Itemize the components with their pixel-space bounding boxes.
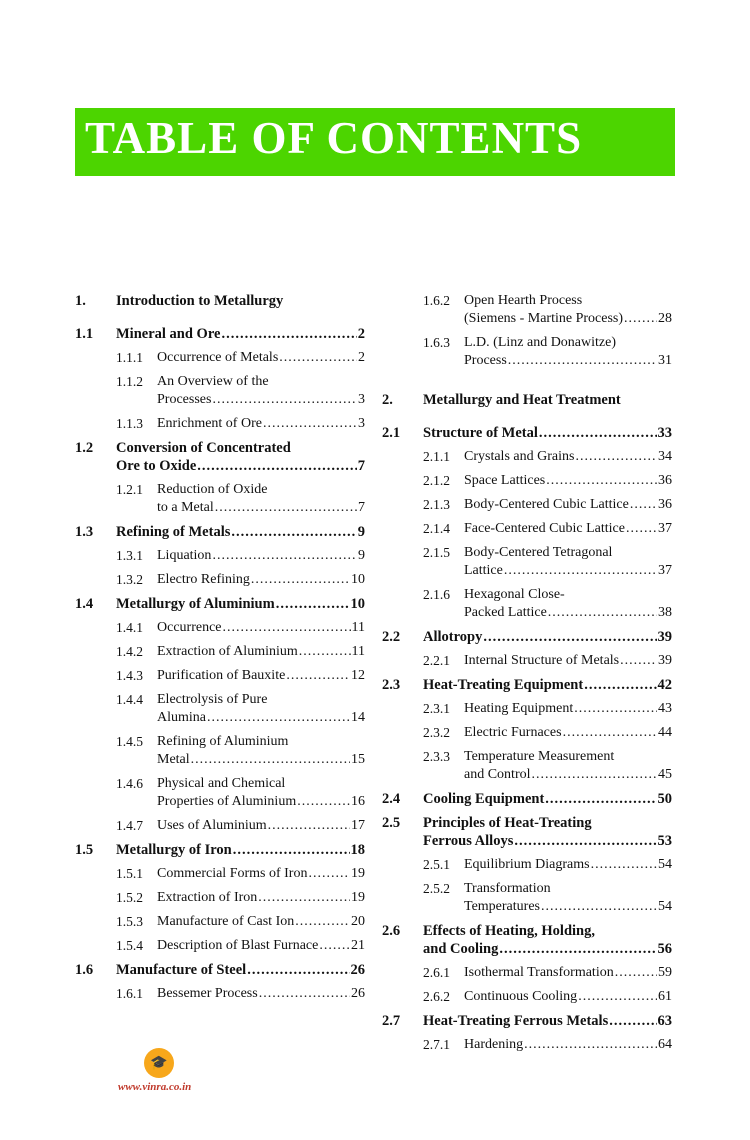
toc-entry-body	[464, 586, 672, 622]
dot-leader	[578, 988, 657, 1006]
toc-entry-body	[157, 913, 365, 931]
toc-entry-title: Processes	[157, 392, 212, 407]
toc-entry-title: Allotropy	[423, 629, 483, 645]
toc-entry-number: 1.6.3	[423, 335, 450, 350]
toc-entry-number: 1.6.1	[116, 986, 143, 1001]
toc-entry-number: 2.1.2	[423, 473, 450, 488]
dot-leader	[207, 709, 350, 727]
dot-leader	[279, 349, 357, 367]
toc-entry-body	[423, 1012, 672, 1030]
dot-leader	[563, 724, 657, 742]
toc-entry-number: 2.3	[382, 677, 401, 693]
dot-leader	[548, 604, 657, 622]
toc-entry-title: Continuous Cooling	[464, 989, 578, 1004]
toc-entry-body	[423, 814, 672, 850]
toc-entry-body	[157, 547, 365, 565]
toc-entry-title: Uses of Aluminium	[157, 818, 267, 833]
toc-entry-title: Manufacture of Cast Ion	[157, 914, 295, 929]
dot-leader	[215, 499, 357, 517]
toc-entry-page: 63	[657, 1013, 672, 1029]
toc-entry-body	[464, 472, 672, 490]
dot-leader	[247, 961, 349, 979]
toc-entry-page: 43	[658, 701, 672, 716]
toc-entry-body	[423, 676, 672, 694]
toc-entry-body	[464, 724, 672, 742]
toc-entry-body	[116, 523, 365, 541]
toc-entry-page: 16	[351, 794, 365, 809]
toc-entry-page: 17	[351, 818, 365, 833]
dot-leader	[504, 562, 657, 580]
toc-entry-page: 7	[358, 500, 365, 515]
website-link[interactable]: www.vinra.co.in	[118, 1081, 192, 1093]
toc-entry-number: 1.4.2	[116, 644, 143, 659]
toc-entry-page: 10	[351, 572, 365, 587]
title-banner	[75, 108, 675, 176]
toc-entry-page: 19	[351, 866, 365, 881]
toc-entry-title: Isothermal Transformation	[464, 965, 614, 980]
toc-entry-title: Manufacture of Steel	[116, 962, 247, 978]
toc-entry-number: 1.3.2	[116, 572, 143, 587]
toc-entry-number: 1.5.1	[116, 866, 143, 881]
toc-entry-body	[157, 691, 365, 727]
toc-entry-number: 1.4.6	[116, 776, 143, 791]
dot-leader	[508, 352, 657, 370]
toc-entry-title: to a Metal	[157, 500, 214, 515]
toc-entry-page: 12	[351, 668, 365, 683]
dot-leader	[546, 472, 657, 490]
dot-leader	[251, 571, 350, 589]
toc-entry-title: Metallurgy and Heat Treatment	[423, 392, 621, 408]
toc-entry-body	[157, 349, 365, 367]
dot-leader	[231, 523, 356, 541]
toc-entry-title: Introduction to Metallurgy	[116, 293, 284, 309]
toc-entry-body	[464, 334, 672, 370]
toc-entry-title: Purification of Bauxite	[157, 668, 286, 683]
toc-entry-body	[464, 856, 672, 874]
dot-leader	[483, 628, 656, 646]
toc-entry-page: 19	[351, 890, 365, 905]
toc-entry-page: 15	[351, 752, 365, 767]
toc-entry-number: 1.4	[75, 596, 94, 612]
toc-entry-title: Electrolysis of Pure	[157, 692, 268, 707]
dot-leader	[197, 457, 356, 475]
dot-leader	[626, 520, 657, 538]
toc-entry-title: Temperatures	[464, 899, 540, 914]
toc-entry-page: 21	[351, 938, 365, 953]
dot-leader	[574, 700, 657, 718]
toc-entry-body	[464, 448, 672, 466]
dot-leader	[308, 865, 350, 883]
toc-entry-body	[423, 628, 672, 646]
toc-entry-title: Metallurgy of Iron	[116, 842, 232, 858]
toc-entry-body	[157, 373, 365, 409]
dot-leader	[319, 937, 350, 955]
dot-leader	[268, 817, 350, 835]
dot-leader	[514, 832, 656, 850]
dot-leader	[299, 643, 351, 661]
toc-entry-title: Crystals and Grains	[464, 449, 575, 464]
toc-entry-number: 2.3.1	[423, 701, 450, 716]
toc-entry-page: 34	[658, 449, 672, 464]
toc-entry-title: Physical and Chemical	[157, 776, 286, 791]
toc-entry-number: 1.1.2	[116, 374, 143, 389]
toc-entry-body	[116, 292, 365, 310]
toc-entry-number: 1.4.7	[116, 818, 143, 833]
dot-leader	[233, 841, 350, 859]
toc-entry-body	[423, 391, 672, 409]
toc-entry-title: Metal	[157, 752, 190, 767]
toc-entry-title: Occurrence	[157, 620, 222, 635]
toc-entry-title: Open Hearth Process	[464, 293, 583, 308]
toc-entry-body	[157, 817, 365, 835]
toc-entry-title: L.D. (Linz and Donawitze)	[464, 335, 616, 350]
toc-entry-body	[464, 520, 672, 538]
toc-entry-title: Bessemer Process	[157, 986, 258, 1001]
toc-entry-number: 2.6.2	[423, 989, 450, 1004]
dot-leader	[591, 856, 657, 874]
toc-entry-number: 2.1.5	[423, 545, 450, 560]
toc-entry-body	[464, 880, 672, 916]
toc-entry-body	[116, 841, 365, 859]
toc-entry-number: 2.4	[382, 791, 401, 807]
toc-entry-title: Temperature Measurement	[464, 749, 615, 764]
toc-entry-title: Hexagonal Close-	[464, 587, 565, 602]
dot-leader	[263, 415, 357, 433]
toc-entry-page: 26	[350, 962, 365, 978]
toc-entry-page: 53	[657, 833, 672, 849]
toc-entry-title: Space Lattices	[464, 473, 546, 488]
toc-entry-page: 18	[350, 842, 365, 858]
toc-entry-number: 1.6	[75, 962, 94, 978]
dot-leader	[191, 751, 350, 769]
dot-leader	[221, 325, 356, 343]
dot-leader	[212, 391, 357, 409]
dot-leader	[624, 310, 657, 328]
toc-entry-title: (Siemens - Martine Process)	[464, 311, 624, 326]
toc-entry-number: 2.2.1	[423, 653, 450, 668]
toc-entry-page: 7	[357, 458, 365, 474]
toc-entry-number: 1.4.4	[116, 692, 143, 707]
toc-entry-body	[157, 619, 365, 637]
toc-entry-body	[464, 496, 672, 514]
toc-entry-title: and Cooling	[423, 941, 499, 957]
toc-entry-page: 2	[358, 350, 365, 365]
dot-leader	[499, 940, 656, 958]
toc-entry-body	[157, 733, 365, 769]
toc-entry-page: 36	[658, 473, 672, 488]
toc-entry-page: 3	[358, 416, 365, 431]
toc-entry-number: 1.5.3	[116, 914, 143, 929]
toc-entry-page: 45	[658, 767, 672, 782]
toc-entry-number: 1.4.3	[116, 668, 143, 683]
toc-entry-page: 44	[658, 725, 672, 740]
dot-leader	[539, 424, 657, 442]
dot-leader	[297, 793, 350, 811]
toc-entry-title: Enrichment of Ore	[157, 416, 262, 431]
toc-entry-number: 2.1.1	[423, 449, 450, 464]
toc-entry-title: Heat-Treating Equipment	[423, 677, 584, 693]
toc-entry-number: 1.1.3	[116, 416, 143, 431]
toc-entry-title: Heat-Treating Ferrous Metals	[423, 1013, 609, 1029]
toc-entry-title: Effects of Heating, Holding,	[423, 923, 595, 939]
toc-entry-page: 36	[658, 497, 672, 512]
toc-entry-body	[157, 889, 365, 907]
toc-entry-title: Internal Structure of Metals	[464, 653, 620, 668]
toc-entry-page: 11	[351, 620, 365, 635]
toc-entry-page: 31	[658, 353, 672, 368]
toc-entry-title: Description of Blast Furnace	[157, 938, 319, 953]
toc-entry-body	[464, 1036, 672, 1054]
toc-entry-number: 1.1.1	[116, 350, 143, 365]
toc-entry-page: 9	[358, 548, 365, 563]
toc-entry-body	[157, 937, 365, 955]
toc-entry-number: 1.2	[75, 440, 94, 456]
toc-entry-title: Refining of Metals	[116, 524, 231, 540]
dot-leader	[212, 547, 357, 565]
dot-leader	[541, 898, 657, 916]
toc-entry-page: 10	[350, 596, 365, 612]
toc-entry-body	[464, 988, 672, 1006]
toc-entry-number: 1.5.4	[116, 938, 143, 953]
toc-entry-page: 54	[658, 899, 672, 914]
toc-entry-title: Properties of Aluminium	[157, 794, 297, 809]
toc-entry-title: Liquation	[157, 548, 212, 563]
toc-entry-title: Hardening	[464, 1037, 524, 1052]
dot-leader	[620, 652, 657, 670]
dot-leader	[223, 619, 351, 637]
toc-entry-page: 37	[658, 521, 672, 536]
page-title: TABLE OF CONTENTS	[85, 113, 583, 163]
toc-entry-body	[464, 544, 672, 580]
toc-entry-title: Electro Refining	[157, 572, 250, 587]
toc-entry-title: and Control	[464, 767, 531, 782]
toc-entry-title: Alumina	[157, 710, 206, 725]
dot-leader	[295, 913, 350, 931]
toc-entry-number: 2.7	[382, 1013, 401, 1029]
toc-entry-title: Reduction of Oxide	[157, 482, 268, 497]
toc-entry-page: 20	[351, 914, 365, 929]
dot-leader	[615, 964, 657, 982]
toc-entry-page: 28	[658, 311, 672, 326]
toc-entry-title: Packed Lattice	[464, 605, 547, 620]
toc-entry-page: 3	[358, 392, 365, 407]
toc-entry-body	[157, 985, 365, 1003]
toc-entry-number: 2.1	[382, 425, 401, 441]
toc-entry-title: Heating Equipment	[464, 701, 574, 716]
toc-entry-title: Metallurgy of Aluminium	[116, 596, 275, 612]
toc-entry-page: 9	[357, 524, 365, 540]
toc-entry-title: Conversion of Concentrated	[116, 440, 291, 456]
toc-entry-page: 11	[351, 644, 365, 659]
toc-entry-number: 2.6.1	[423, 965, 450, 980]
dot-leader	[609, 1012, 656, 1030]
toc-entry-title: Mineral and Ore	[116, 326, 221, 342]
dot-leader	[258, 889, 350, 907]
toc-entry-title: Face-Centered Cubic Lattice	[464, 521, 625, 536]
toc-entry-number: 1.3	[75, 524, 94, 540]
toc-entry-page: 50	[657, 791, 672, 807]
toc-entry-title: Commercial Forms of Iron	[157, 866, 308, 881]
toc-entry-number: 1.1	[75, 326, 94, 342]
toc-entry-body	[116, 325, 365, 343]
dot-leader	[584, 676, 656, 694]
toc-entry-body	[464, 700, 672, 718]
toc-entry-page: 64	[658, 1037, 672, 1052]
toc-entry-body	[157, 481, 365, 517]
toc-entry-body	[464, 292, 672, 328]
toc-entry-number: 1.6.2	[423, 293, 450, 308]
toc-entry-number: 2.	[382, 392, 393, 408]
toc-entry-title: Cooling Equipment	[423, 791, 545, 807]
toc-entry-body	[464, 748, 672, 784]
toc-entry-title: Body-Centered Tetragonal	[464, 545, 613, 560]
toc-entry-number: 1.5.2	[116, 890, 143, 905]
toc-entry-title: Process	[464, 353, 507, 368]
toc-entry-title: Ferrous Alloys	[423, 833, 514, 849]
toc-entry-number: 1.4.5	[116, 734, 143, 749]
toc-entry-title: Electric Furnaces	[464, 725, 562, 740]
toc-entry-body	[423, 424, 672, 442]
toc-entry-number: 2.6	[382, 923, 401, 939]
dot-leader	[286, 667, 350, 685]
toc-entry-number: 2.2	[382, 629, 401, 645]
toc-entry-body	[157, 775, 365, 811]
toc-entry-body	[464, 964, 672, 982]
graduation-cap-icon: 🎓	[144, 1048, 174, 1078]
toc-entry-title: Extraction of Iron	[157, 890, 258, 905]
toc-entry-number: 2.1.3	[423, 497, 450, 512]
dot-leader	[630, 496, 657, 514]
toc-entry-number: 1.3.1	[116, 548, 143, 563]
toc-entry-title: Structure of Metal	[423, 425, 538, 441]
toc-entry-number: 1.2.1	[116, 482, 143, 497]
toc-entry-number: 1.4.1	[116, 620, 143, 635]
toc-entry-page: 33	[657, 425, 672, 441]
toc-entry-number: 2.3.3	[423, 749, 450, 764]
toc-entry-page: 39	[658, 653, 672, 668]
toc-entry-body	[464, 652, 672, 670]
toc-entry-title: Principles of Heat-Treating	[423, 815, 592, 831]
toc-entry-page: 2	[357, 326, 365, 342]
toc-entry-body	[423, 922, 672, 958]
toc-entry-page: 39	[657, 629, 672, 645]
toc-entry-title: Body-Centered Cubic Lattice	[464, 497, 629, 512]
toc-entry-number: 2.5	[382, 815, 401, 831]
toc-entry-title: Transformation	[464, 881, 551, 896]
dot-leader	[545, 790, 656, 808]
toc-entry-number: 2.1.6	[423, 587, 450, 602]
toc-entry-page: 42	[657, 677, 672, 693]
toc-entry-page: 26	[351, 986, 365, 1001]
toc-entry-page: 56	[657, 941, 672, 957]
toc-entry-body	[157, 415, 365, 433]
toc-entry-title: Equilibrium Diagrams	[464, 857, 590, 872]
toc-entry-body	[157, 571, 365, 589]
toc-entry-number: 2.1.4	[423, 521, 450, 536]
toc-entry-body	[157, 667, 365, 685]
toc-entry-title: Extraction of Aluminium	[157, 644, 298, 659]
toc-entry-number: 2.5.1	[423, 857, 450, 872]
toc-entry-page: 54	[658, 857, 672, 872]
toc-entry-number: 2.5.2	[423, 881, 450, 896]
toc-entry-title: An Overview of the	[157, 374, 269, 389]
toc-entry-page: 59	[658, 965, 672, 980]
toc-entry-title: Ore to Oxide	[116, 458, 197, 474]
toc-entry-body	[157, 865, 365, 883]
toc-entry-body	[116, 439, 365, 475]
toc-entry-body	[157, 643, 365, 661]
toc-entry-title: Lattice	[464, 563, 503, 578]
toc-entry-title: Refining of Aluminium	[157, 734, 289, 749]
toc-entry-number: 2.3.2	[423, 725, 450, 740]
toc-entry-number: 1.5	[75, 842, 94, 858]
dot-leader	[575, 448, 657, 466]
toc-entry-number: 2.7.1	[423, 1037, 450, 1052]
toc-entry-title: Occurrence of Metals	[157, 350, 279, 365]
dot-leader	[276, 595, 350, 613]
toc-entry-number: 1.	[75, 293, 86, 309]
toc-entry-page: 14	[351, 710, 365, 725]
dot-leader	[532, 766, 658, 784]
toc-entry-body	[423, 790, 672, 808]
toc-entry-page: 37	[658, 563, 672, 578]
toc-entry-body	[116, 595, 365, 613]
toc-entry-body	[116, 961, 365, 979]
dot-leader	[524, 1036, 657, 1054]
dot-leader	[259, 985, 350, 1003]
toc-entry-page: 61	[658, 989, 672, 1004]
toc-entry-page: 38	[658, 605, 672, 620]
